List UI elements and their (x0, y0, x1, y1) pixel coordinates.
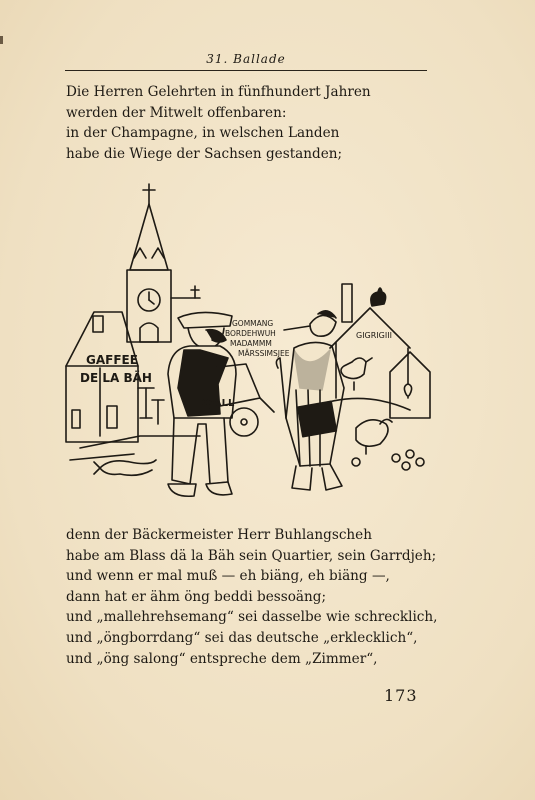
verse-line: und „öng salong“ entspreche dem „Zimmer“, (66, 650, 378, 667)
speech-text (225, 319, 290, 358)
cartoon-illustration (60, 178, 440, 508)
cafe-sign-line1: GAFFEE (86, 353, 138, 367)
chicks (352, 450, 424, 470)
verse-line: werden der Mitwelt offenbaren: (66, 104, 287, 121)
cat-lying (94, 460, 156, 475)
shop-sign: BOÄLL (198, 398, 235, 409)
speech-line: MÄRSSIMSJEE (238, 349, 290, 358)
verse-line: habe am Blass dä la Bäh sein Quartier, sein Garrdjeh; (66, 547, 437, 564)
cafe-sign-line2: DE LA BÄH (80, 371, 152, 385)
verse-line: in der Champagne, in welschen Landen (66, 125, 340, 142)
header-rule (65, 70, 427, 71)
verse-line: und wenn er mal muß — eh biäng, eh biäng —, (66, 568, 390, 585)
verse-line: dann hat er ähm öng beddi bessoäng; (66, 588, 327, 605)
page-number: 173 (384, 686, 418, 705)
hen (356, 419, 392, 454)
verse-line: habe die Wiege der Sachsen gestanden; (66, 145, 343, 162)
speech-line: BORDEHWUH (225, 329, 276, 338)
speech-line: GOMMANG (232, 319, 274, 328)
verse-line: und „öngborrdang“ sei das deutsche „erklecklich“, (66, 629, 418, 646)
running-header: 31. Ballade (206, 52, 286, 66)
verse-line: und „mallehrehsemang“ sei dasselbe wie schrecklich, (66, 609, 438, 626)
speech-line: MADAMMM (230, 339, 272, 348)
rooster (341, 358, 372, 390)
verse-line: denn der Bäckermeister Herr Buhlangscheh (66, 527, 372, 543)
margin-mark (0, 36, 3, 44)
stanza-top (66, 82, 371, 164)
rooster-call: GIGRIGIII (356, 331, 392, 340)
stanza-bottom (66, 525, 438, 669)
houses-right (330, 284, 430, 418)
verse-line: Die Herren Gelehrten in fünfhundert Jahren (66, 84, 371, 100)
